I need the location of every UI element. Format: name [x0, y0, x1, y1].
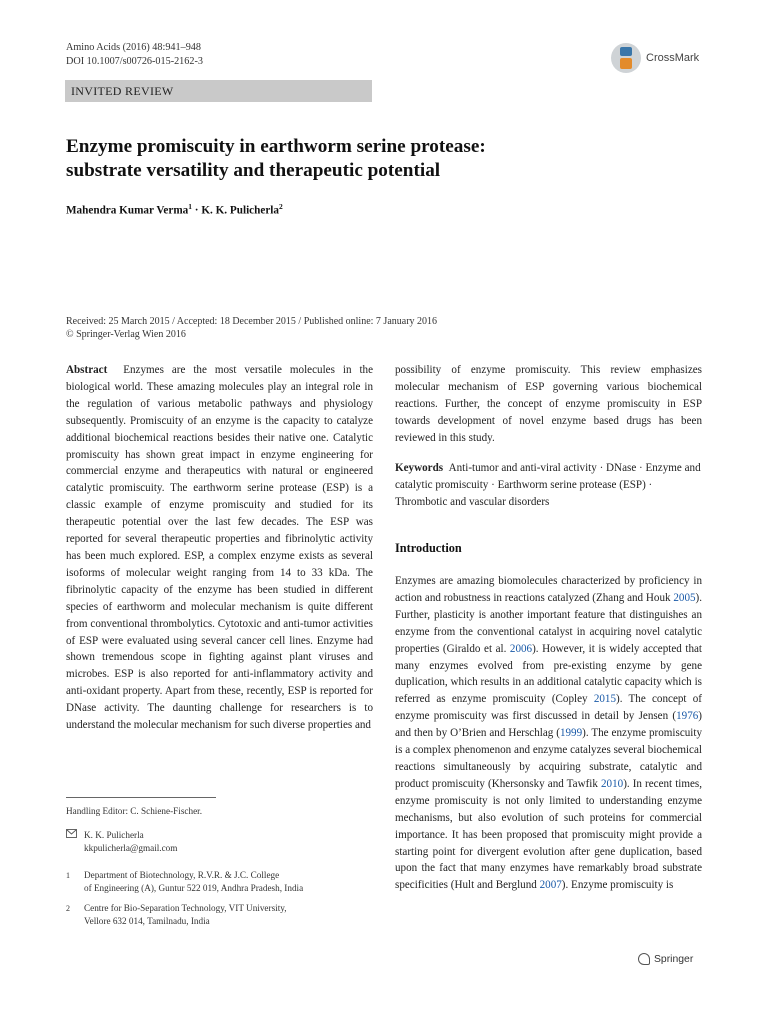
title-line-1: Enzyme promiscuity in earthworm serine protease: [66, 136, 486, 157]
envelope-icon [66, 829, 84, 855]
citation-link[interactable]: 2015 [593, 693, 616, 706]
citation-link[interactable]: 1999 [559, 727, 583, 740]
paper-title [66, 135, 686, 183]
author-1-affiliation: 1 [188, 202, 192, 211]
introduction-heading: Introduction [395, 541, 462, 555]
doi[interactable]: DOI 10.1007/s00726-015-2162-3 [66, 56, 203, 67]
intro-text: ). In recent times, enzyme promiscuity is not only limited to understanding enzyme mechanisms, but also evolution of such proteins for commercial importance. It has been proposed that promiscuity might provide a starting point for divergent evolution after gene duplication, based upon the fact that many enzymes have remarkably broad substrate specificities (Hult and Berglund [395, 777, 702, 892]
footnote-divider [66, 797, 216, 798]
crossmark-label: CrossMark [646, 52, 700, 64]
author-2-affiliation: 2 [279, 202, 283, 211]
abstract-text: Enzymes are the most versatile molecules in the biological world. These amazing molecules play an integral role in the regulation of various metabolic pathways and physiology subsequently. Promiscuity of an enzyme is the capacity to catalyze additional biochemical reactions besides their native one. Catalytic promiscuity has shown great impact in enzyme engineering for commercial enzyme and therapeutics with natural or engineered catalytic promiscuity. The earthworm serine protease (ESP) is a classic example of enzyme promiscuity and studied for its therapeutic potential over the last few decades. The ESP was reported for several therapeutic properties and fibrinolytic activity has been much explored. ESP, a complex enzyme exists as several isoforms of molecular weight ranging from 14 to 33 kDa. The fibrinolytic capacity of the enzyme has been studied in different species of earthworm and molecular mechanism is quite different from conventional thrombolytics. Cytotoxic and anti-tumor activities of ESP were evaluated using several cancer cell lines. Enzyme had shown tremendous scope in fighting against plant viruses and microbes. ESP is also reported for anti-inflammatory activity and anti-oxidant property. Apart from these, recently, ESP is reported for DNase activity. The daunting challenge for researchers is to understand the molecular mechanism for such diverse properties and [66, 364, 374, 732]
dates-line: Received: 25 March 2015 / Accepted: 18 December 2015 / Published online: 7 January 2016 [66, 316, 438, 327]
intro-text: ). The enzyme promiscuity is a complex phenomenon and enzyme catalyzes several biochemical reactions simultaneously by acquiring substrate, catalytic and product promiscuity (Khersonsky and Tawfik [395, 727, 703, 790]
affiliation-2 [66, 902, 287, 928]
affiliation-2-line-1: Centre for Bio-Separation Technology, VIT University, [84, 903, 287, 913]
affiliation-1-line-2: of Engineering (A), Guntur 522 019, Andhra Pradesh, India [84, 883, 304, 893]
citation-link[interactable]: 2010 [601, 777, 624, 790]
keywords-label: Keywords [395, 462, 444, 474]
affiliation-1-line-1: Department of Biotechnology, R.V.R. & J.C. College [84, 870, 280, 880]
publication-dates [66, 315, 437, 341]
keywords [395, 460, 702, 511]
crossmark-icon [611, 43, 641, 73]
section-label-bar [65, 80, 372, 102]
crossmark-badge[interactable] [611, 41, 701, 75]
affiliation-2-line-2: Vellore 632 014, Tamilnadu, India [84, 916, 210, 926]
publisher-name: Springer [654, 953, 694, 965]
section-label: INVITED REVIEW [71, 84, 174, 98]
citation-link[interactable]: 2005 [673, 591, 696, 604]
author-2: K. K. Pulicherla [201, 204, 279, 217]
publisher-logo [638, 953, 693, 965]
springer-horse-icon [638, 953, 650, 965]
author-1: Mahendra Kumar Verma [66, 204, 189, 217]
copyright: © Springer-Verlag Wien 2016 [66, 329, 186, 340]
intro-text: Enzymes are amazing biomolecules characterized by proficiency in action and robustness in reactions catalyzed (Zhang and Houk [395, 575, 702, 604]
abstract-label: Abstract [66, 364, 108, 376]
intro-text: ). The concept of enzyme promiscuity was first discussed in detail by Jensen ( [395, 693, 702, 723]
intro-text: ) and then by O’Brien and Herschlag ( [395, 710, 702, 740]
handling-editor: Handling Editor: C. Schiene-Fischer. [66, 806, 203, 816]
abstract-continued-text: possibility of enzyme promiscuity. This review emphasizes molecular mechanism of ESP governing various biochemical reactions. Further, the concept of enzyme promiscuity in ESP towards development of novel enzyme based drugs has been reviewed in this study. [395, 364, 702, 444]
affiliation-1 [66, 869, 303, 895]
citation-link[interactable]: 2007 [539, 879, 562, 892]
citation-link[interactable]: 2006 [509, 642, 533, 655]
abstract [66, 362, 373, 734]
intro-text: ). However, it is widely accepted that many enzymes evolved from pre-existing enzyme by gene duplication, which results in an additional catalytic capacity which is referred as enzyme promiscuity (Copley [395, 642, 702, 706]
corresponding-name: K. K. Pulicherla [84, 830, 144, 840]
introduction-body [395, 573, 702, 894]
abstract-continued [395, 362, 702, 447]
keywords-text: Anti-tumor and anti-viral activity · DNase · Enzyme and catalytic promiscuity · Earthworm serine protease (ESP) · Thrombotic and vascular disorders [395, 462, 701, 508]
journal-meta [66, 41, 203, 69]
author-list [66, 202, 283, 217]
corresponding-email[interactable]: kkpulicherla@gmail.com [84, 843, 178, 853]
title-line-2: substrate versatility and therapeutic potential [66, 160, 441, 181]
affiliation-2-mark: 2 [66, 904, 70, 913]
citation-link[interactable]: 1976 [676, 710, 699, 723]
corresponding-author [66, 829, 177, 855]
journal-citation: Amino Acids (2016) 48:941–948 [66, 42, 201, 53]
intro-text: ). Enzyme promiscuity is [561, 879, 674, 892]
intro-text: ). Further, plasticity is another important feature that distinguishes an enzyme from the conventional catalyst in acquiring novel catalytic properties (Giraldo et al. [395, 591, 702, 655]
affiliation-1-mark: 1 [66, 871, 70, 880]
author-separator: · [191, 204, 202, 217]
